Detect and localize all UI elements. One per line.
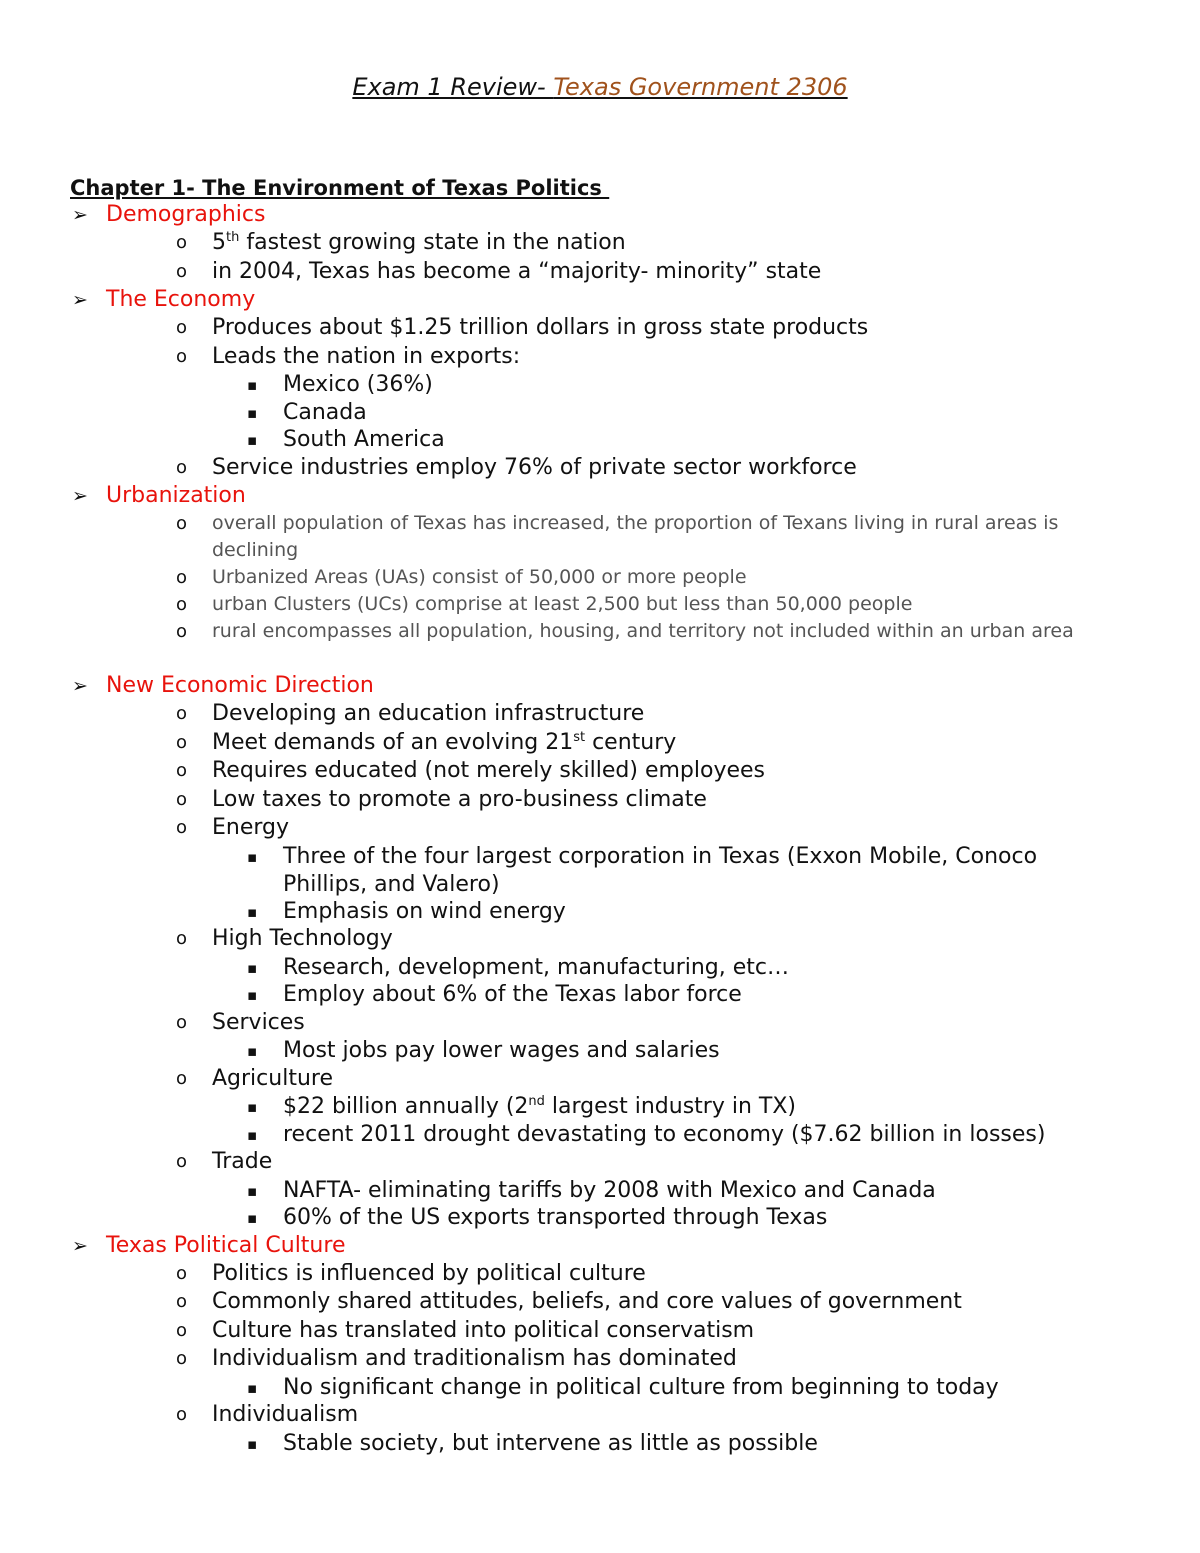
list-item-text: NAFTA- eliminating tariffs by 2008 with Mexico and Canada — [283, 1177, 936, 1203]
list-item-text: South America — [283, 427, 445, 452]
square-bullet-icon: ▪ — [247, 1209, 258, 1227]
circle-bullet-icon: o — [176, 594, 188, 615]
ordinal-suffix: nd — [528, 1094, 545, 1109]
circle-bullet-icon: o — [176, 760, 188, 781]
section-heading-text: The Economy — [106, 287, 256, 312]
list-item — [0, 1374, 1200, 1402]
square-bullet-icon: ▪ — [247, 986, 258, 1004]
list-item — [0, 591, 1200, 618]
list-item — [0, 1093, 1200, 1121]
circle-bullet-icon: o — [176, 817, 188, 838]
list-item-text: Energy — [212, 815, 290, 840]
list-item — [0, 729, 1200, 758]
list-item — [0, 454, 1200, 483]
ordinal-suffix: th — [226, 230, 240, 245]
circle-bullet-icon: o — [176, 456, 188, 478]
section-heading-text: Demographics — [106, 202, 266, 227]
list-item-text: No significant change in political culture from beginning to today — [283, 1374, 999, 1400]
list-item-text: Culture has translated into political conservatism — [212, 1317, 755, 1343]
list-item-text: Politics is influenced by political culture — [212, 1260, 646, 1286]
circle-bullet-icon: o — [176, 788, 188, 810]
list-item-text: Agriculture — [212, 1065, 333, 1091]
ag-rest: largest industry in TX) — [544, 1094, 796, 1119]
title-prefix: Exam 1 Review- — [352, 73, 554, 101]
list-item-text: Services — [212, 1009, 305, 1035]
title-course: Texas Government 2306 — [553, 73, 848, 101]
list-item-text: overall population of Texas has increased, the proportion of Texans living in rural areas is declining — [212, 512, 1059, 561]
circle-bullet-icon: o — [176, 1404, 188, 1425]
list-item-text: Developing an education infrastructure — [212, 701, 645, 726]
chapter-heading: Chapter 1- The Environment of Texas Politics — [70, 176, 610, 200]
circle-bullet-icon: o — [176, 345, 188, 367]
arrow-bullet-icon: ➢ — [72, 204, 88, 226]
square-bullet-icon: ▪ — [247, 958, 258, 977]
circle-bullet-icon: o — [176, 731, 188, 753]
circle-bullet-icon: o — [176, 1291, 188, 1312]
list-item-text: Individualism and traditionalism has dominated — [212, 1346, 737, 1371]
list-item — [0, 1345, 1200, 1374]
list-item — [0, 1148, 1200, 1177]
outline-list — [0, 201, 1200, 1457]
circle-bullet-icon: o — [176, 232, 188, 253]
list-item — [0, 1037, 1200, 1065]
circle-bullet-icon: o — [176, 928, 188, 949]
circle-bullet-icon: o — [176, 1011, 188, 1033]
list-item — [0, 314, 1200, 343]
list-item — [0, 510, 1200, 564]
list-item — [0, 786, 1200, 815]
section-heading-demographics — [0, 201, 1200, 229]
list-item-text: Mexico (36%) — [283, 372, 433, 397]
list-item-text: urban Clusters (UCs) comprise at least 2,500 but less than 50,000 people — [212, 593, 913, 615]
fastest-rest: fastest growing state in the nation — [239, 230, 626, 255]
list-item — [0, 399, 1200, 427]
list-item-text: recent 2011 drought devastating to economy ($7.62 billion in losses) — [283, 1121, 1046, 1147]
list-item — [0, 1430, 1200, 1458]
list-item — [0, 1065, 1200, 1094]
circle-bullet-icon: o — [176, 703, 188, 724]
circle-bullet-icon: o — [176, 1151, 188, 1172]
list-item — [0, 618, 1200, 672]
square-bullet-icon: ▪ — [247, 1125, 258, 1144]
arrow-bullet-icon: ➢ — [72, 675, 88, 697]
list-item-text: 60% of the US exports transported through Texas — [283, 1205, 828, 1230]
circle-bullet-icon: o — [176, 621, 188, 642]
square-bullet-icon: ▪ — [247, 1378, 258, 1397]
century-rest: century — [585, 729, 677, 755]
list-item — [0, 1009, 1200, 1038]
section-heading-economy — [0, 286, 1200, 314]
section-heading-urbanization — [0, 482, 1200, 510]
list-item — [0, 898, 1200, 926]
square-bullet-icon: ▪ — [247, 1098, 258, 1116]
list-item — [0, 1204, 1200, 1232]
square-bullet-icon: ▪ — [247, 403, 258, 422]
section-heading-political-culture — [0, 1232, 1200, 1260]
list-item-text: Commonly shared attitudes, beliefs, and core values of government — [212, 1289, 962, 1314]
section-heading-text: New Economic Direction — [106, 673, 374, 698]
circle-bullet-icon: o — [176, 260, 188, 282]
list-item — [0, 700, 1200, 729]
list-item — [0, 1317, 1200, 1346]
page-title — [0, 72, 1200, 102]
list-item — [0, 925, 1200, 954]
list-item — [0, 258, 1200, 287]
list-item — [0, 757, 1200, 786]
list-item — [0, 564, 1200, 591]
list-item-text: Leads the nation in exports: — [212, 343, 521, 369]
list-item — [0, 1177, 1200, 1205]
list-item — [0, 1401, 1200, 1430]
square-bullet-icon: ▪ — [247, 847, 258, 866]
list-item-text: Most jobs pay lower wages and salaries — [283, 1038, 720, 1063]
ordinal-suffix: st — [573, 729, 586, 745]
list-item — [0, 1288, 1200, 1317]
list-item — [0, 371, 1200, 399]
list-item-text: High Technology — [212, 926, 393, 951]
list-item-text: Service industries employ 76% of private sector workforce — [212, 454, 857, 480]
list-item-text: Employ about 6% of the Texas labor force — [283, 982, 742, 1007]
list-item-text: Emphasis on wind energy — [283, 898, 566, 924]
list-item — [0, 981, 1200, 1009]
list-item-text: in 2004, Texas has become a “majority- minority” state — [212, 258, 822, 284]
square-bullet-icon: ▪ — [247, 376, 258, 394]
circle-bullet-icon: o — [176, 1262, 188, 1284]
list-item-text: Individualism — [212, 1402, 359, 1427]
list-item-text: Research, development, manufacturing, etc… — [283, 954, 790, 980]
square-bullet-icon: ▪ — [247, 1181, 258, 1200]
list-item-text: Canada — [283, 399, 367, 425]
list-item — [0, 1121, 1200, 1149]
square-bullet-icon: ▪ — [247, 1042, 258, 1060]
list-item-text: Three of the four largest corporation in Texas (Exxon Mobile, Conoco Phillips, and Valero) — [283, 843, 1038, 897]
list-item-text: Stable society, but intervene as little as possible — [283, 1430, 818, 1456]
section-heading-text: Urbanization — [106, 483, 246, 508]
fastest-rank: 5 — [212, 230, 226, 255]
arrow-bullet-icon: ➢ — [72, 485, 88, 507]
circle-bullet-icon: o — [176, 317, 188, 338]
square-bullet-icon: ▪ — [247, 902, 258, 921]
list-item-text — [0, 1093, 1200, 1121]
arrow-bullet-icon: ➢ — [72, 289, 88, 311]
circle-bullet-icon: o — [176, 1348, 188, 1369]
list-item-text: Requires educated (not merely skilled) employees — [212, 758, 766, 783]
circle-bullet-icon: o — [176, 513, 188, 534]
list-item — [0, 1260, 1200, 1289]
list-item — [0, 954, 1200, 982]
circle-bullet-icon: o — [176, 1067, 188, 1089]
square-bullet-icon: ▪ — [247, 431, 258, 449]
list-item — [0, 229, 1200, 258]
list-item-text: Trade — [212, 1149, 273, 1174]
list-item-text: Urbanized Areas (UAs) consist of 50,000 or more people — [212, 566, 747, 588]
section-heading-text: Texas Political Culture — [106, 1232, 346, 1258]
square-bullet-icon: ▪ — [247, 1434, 258, 1453]
circle-bullet-icon: o — [176, 1319, 188, 1341]
list-item — [0, 426, 1200, 454]
section-heading-new-economic-direction — [0, 672, 1200, 700]
arrow-bullet-icon: ➢ — [72, 1234, 88, 1257]
list-item — [0, 343, 1200, 372]
list-item — [0, 843, 1200, 898]
ag-prefix: $22 billion annually (2 — [283, 1094, 529, 1119]
list-item-text: Produces about $1.25 trillion dollars in gross state products — [212, 315, 869, 340]
list-item-text: rural encompasses all population, housing, and territory not included within an urban area — [212, 620, 1074, 642]
list-item-text: Low taxes to promote a pro-business climate — [212, 786, 707, 812]
century-prefix: Meet demands of an evolving 21 — [212, 729, 574, 755]
list-item — [0, 814, 1200, 843]
circle-bullet-icon: o — [176, 567, 188, 588]
